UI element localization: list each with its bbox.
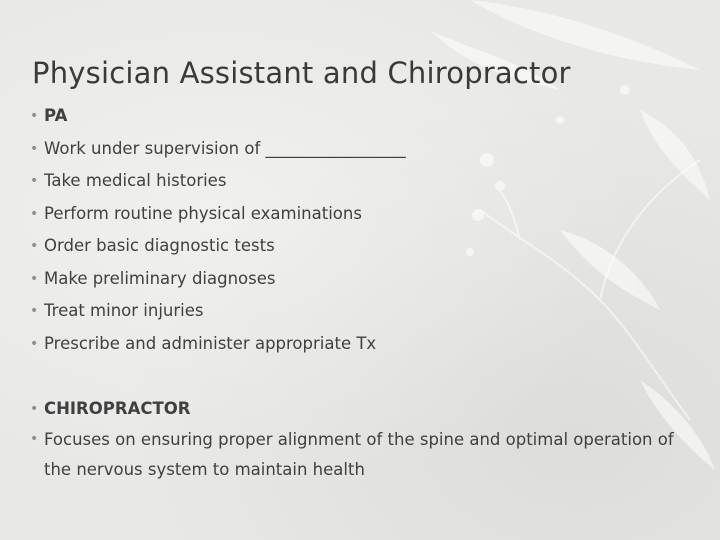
bullet-list: [30, 106, 680, 485]
bullet-text: PA: [44, 106, 68, 125]
bullet-text: Prescribe and administer appropriate Tx: [44, 333, 377, 353]
bullet-dot-icon: •: [30, 140, 39, 157]
bullet-dot-icon: •: [30, 205, 39, 222]
bullet-dot-icon: •: [30, 335, 39, 352]
bullet-spacer: [30, 366, 680, 399]
bullet-text: Perform routine physical examinations: [44, 203, 362, 223]
bullet-dot-icon: •: [30, 238, 39, 254]
slide-title: Physician Assistant and Chiropractor: [32, 56, 571, 90]
bullet-item: [30, 204, 680, 237]
bullet-item: [30, 171, 680, 204]
bullet-text: Take medical histories: [44, 171, 227, 190]
bullet-text: CHIROPRACTOR: [44, 398, 191, 418]
bullet-dot-icon: •: [30, 173, 39, 189]
bullet-dot-icon: •: [30, 108, 39, 124]
bullet-dot-icon: •: [30, 303, 39, 319]
bullet-text: Make preliminary diagnoses: [44, 268, 276, 288]
bullet-item: [30, 301, 680, 334]
bullet-dot-icon: •: [30, 400, 39, 417]
bullet-item: [30, 269, 680, 302]
bullet-item: [30, 334, 680, 367]
bullet-dot-icon: •: [30, 270, 39, 287]
bullet-dot-icon: •: [30, 431, 39, 447]
bullet-text: Focuses on ensuring proper alignment of the spine and optimal operation of the nervous system to maintain health: [44, 430, 674, 479]
bullet-item: [30, 106, 680, 139]
bullet-text: Order basic diagnostic tests: [44, 236, 275, 255]
bullet-item: [30, 139, 680, 172]
bullet-item: [30, 425, 680, 485]
bullet-text: Work under supervision of _________________: [44, 138, 406, 158]
bullet-item: [30, 236, 680, 269]
bullet-text: Treat minor injuries: [44, 301, 204, 320]
